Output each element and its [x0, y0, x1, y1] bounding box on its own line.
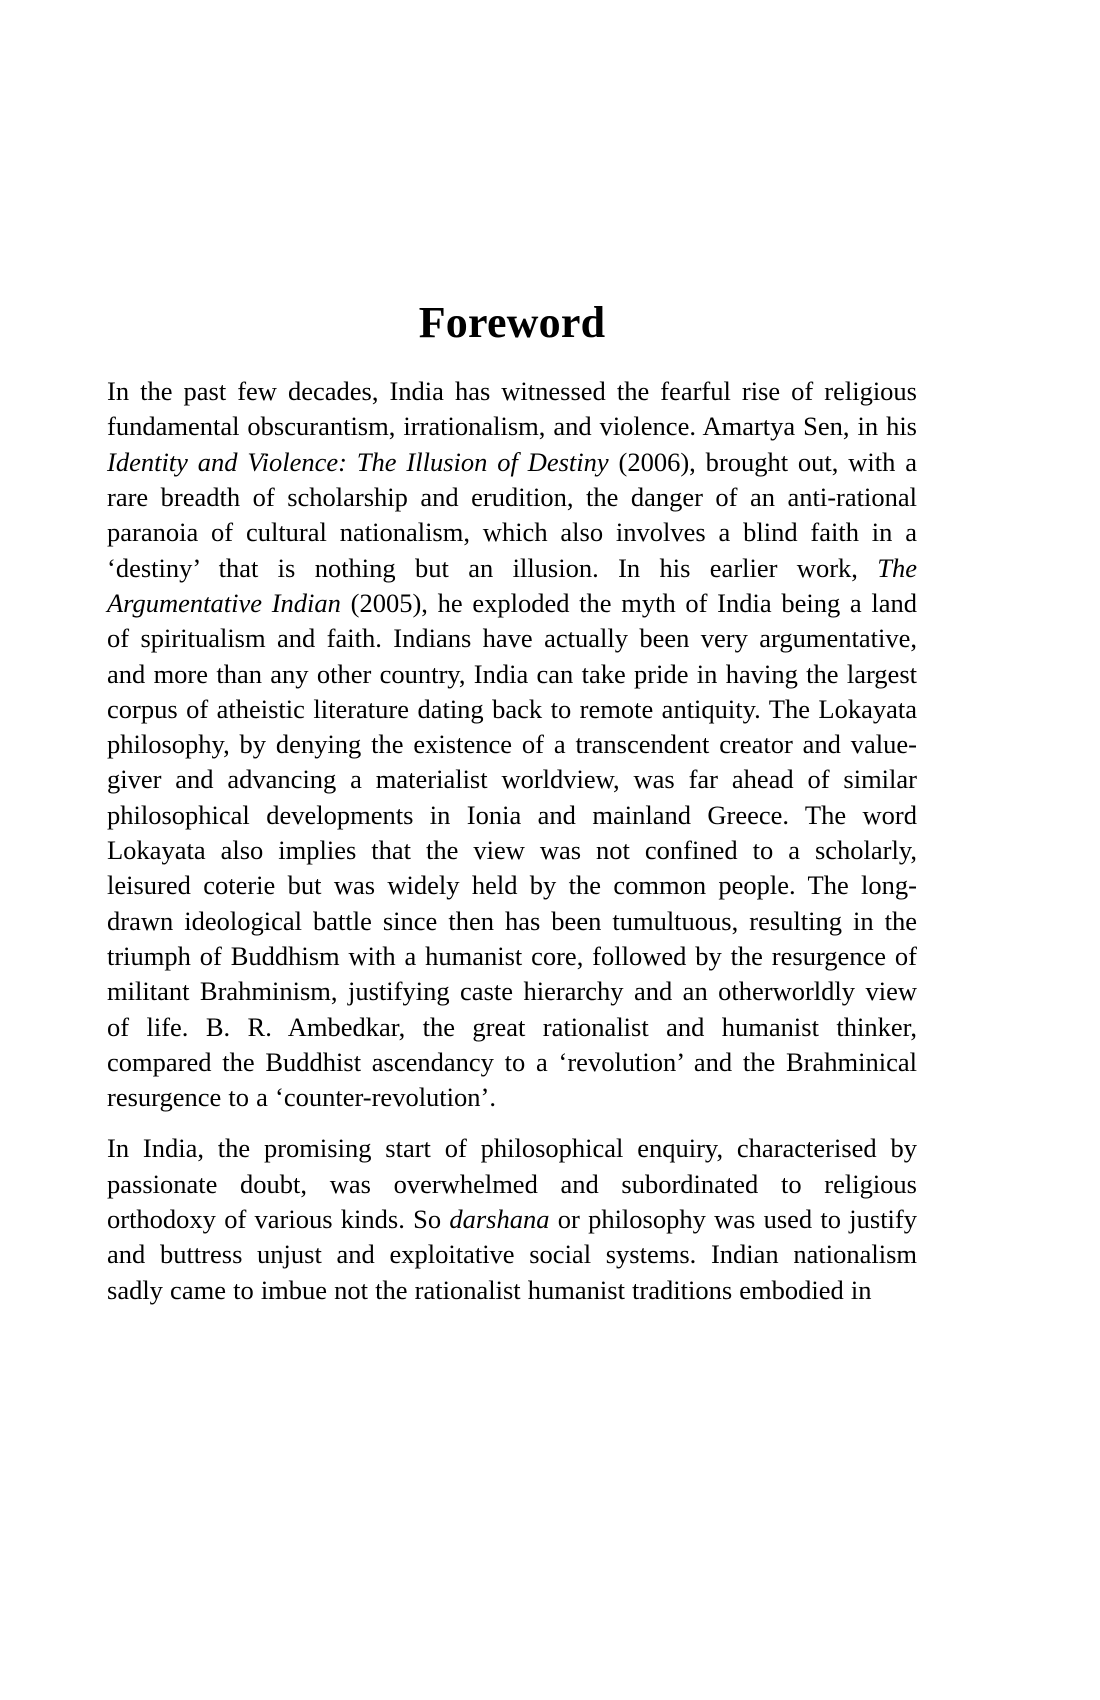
text-run: In India, the promising start of philosophical enquiry, characterised by passionate doubt, was overwhelmed and subordinated to religious orthodoxy of various kinds. So — [107, 1133, 917, 1235]
text-run: (2005), he exploded the myth of India being a land of spiritualism and faith. Indians have actually been very argumentative, and more than any other country, India can take pride in having the largest corpus of atheistic literature dating back to remote antiquity. The Lokayata philosophy, by denying the existence of a transcendent creator and value-giver and advancing a materialist worldview, was far ahead of similar philosophical developments in Ionia and mainland Greece. The word Lokayata also implies that the view was not confined to a scholarly, leisured coterie but was widely held by the common people. The long-drawn ideological battle since then has been tumultuous, resulting in the triumph of Buddhism with a humanist core, followed by the resurgence of militant Brahminism, justifying caste hierarchy and an otherworldly view of life. B. R. Ambedkar, the great rationalist and humanist thinker, compared the Buddhist ascendancy to a ‘revolution’ and the Brahminical resurgence to a ‘counter-revolution’. — [107, 587, 917, 1113]
text-run: In the past few decades, India has witnessed the fearful rise of religious fundamental obscurantism, irrationalism, and violence. Amartya Sen, in his — [107, 376, 917, 442]
page-title: Foreword — [418, 298, 606, 347]
text-run: (2006), brought out, with a rare breadth of scholarship and erudition, the danger of an anti-rational paranoia of cultural nationalism, which also involves a blind faith in a ‘destiny’ that is nothing but an illusion. In his earlier work, — [107, 446, 917, 583]
page-content-block — [107, 300, 917, 1308]
italic-title-run: The Argumentative Indian — [107, 552, 917, 618]
italic-title-run: darshana — [449, 1204, 550, 1235]
italic-title-run: Identity and Violence: The Illusion of Destiny — [107, 446, 609, 477]
body-paragraph-para-1 — [107, 374, 917, 1115]
text-run: or philosophy was used to justify and buttress unjust and exploitative social systems. Indian nationalism sadly came to imbue not the rationalist humanist traditions embodied in — [107, 1204, 917, 1305]
body-paragraph-para-2 — [107, 1131, 917, 1307]
